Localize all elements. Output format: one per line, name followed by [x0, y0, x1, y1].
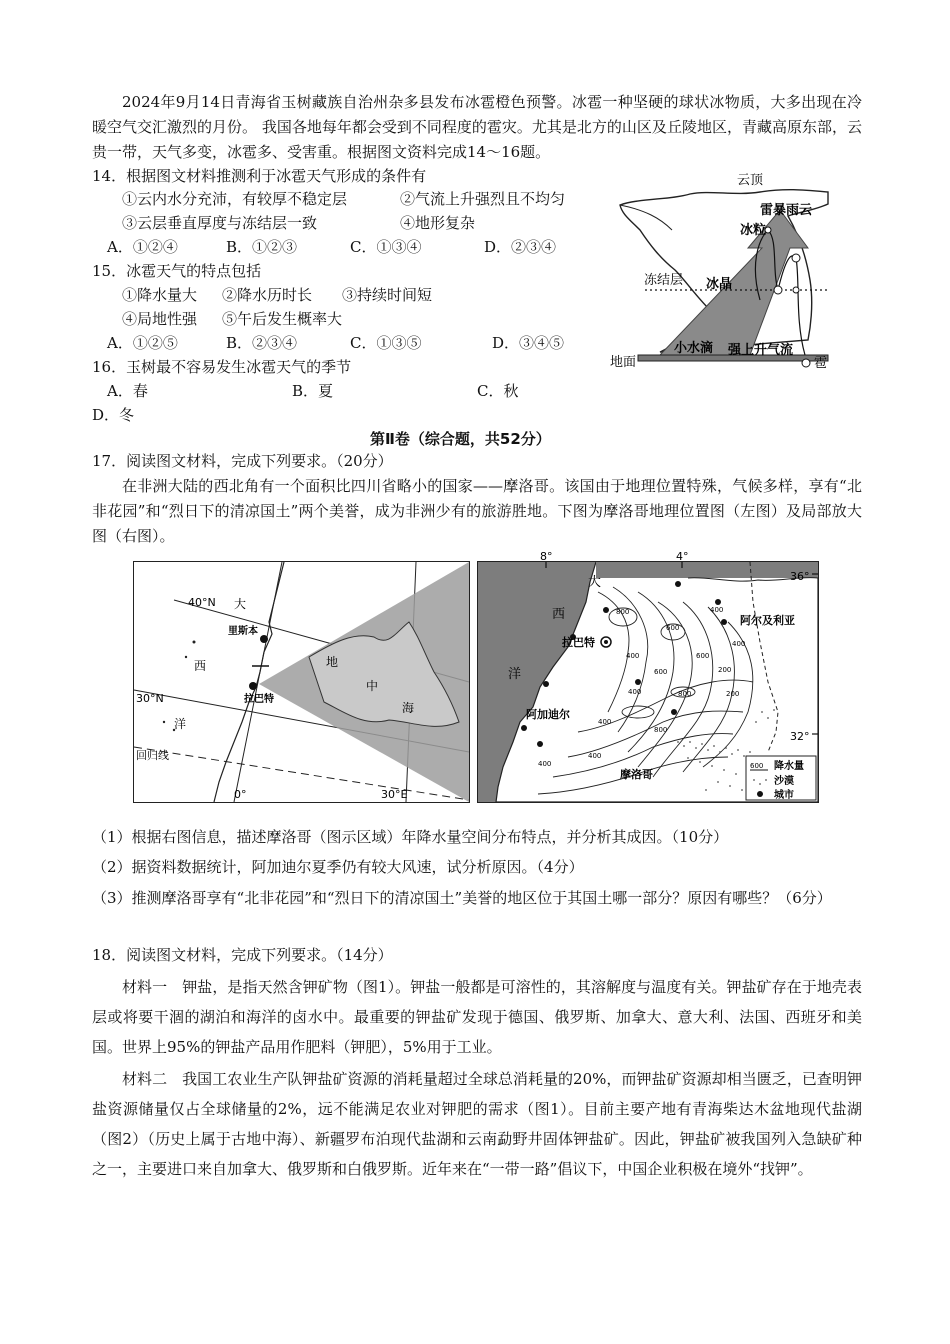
q14-stem: 14．根据图文材料推测利于冰雹天气形成的条件有	[92, 167, 427, 185]
q14-choice-a: A．①②④	[107, 238, 178, 256]
part2-title: 第Ⅱ卷（综合题，共52分）	[370, 430, 551, 448]
q14-option-4: ④地形复杂	[400, 214, 476, 232]
q15-option-5: ⑤午后发生概率大	[222, 310, 343, 328]
q16-choice-a: A．春	[107, 382, 148, 400]
svg-text:400: 400	[538, 760, 552, 768]
left-map-lisbon: 里斯本	[228, 626, 258, 637]
label-water-droplet: 小水滴	[674, 341, 714, 356]
label-storm-cloud: 雷暴雨云	[760, 203, 813, 218]
q17-sub3: （3）推测摩洛哥享有“北非花园”和“烈日下的清凉国土”美誉的地区位于其国土哪一部分？原因有哪些？（6分）	[92, 889, 832, 907]
q15-option-3: ③持续时间短	[342, 286, 433, 304]
q18-material-2: 材料二 我国工农业生产队钾盐矿资源的消耗量超过全球总消耗量的20%，而钾盐矿资源却相当匮乏，已查明钾盐资源储量仅占全球储量的2%，远不能满足农业对钾肥的需求（图1）。目前主要产地有青海柴达木盆地现代盐湖（图2）（历史上属于古地中海）、新疆罗布泊现代盐湖和云南勐野井固体钾盐矿。因此，钾盐矿被我国列入急缺矿种之一，主要进口来自加拿大、俄罗斯和白俄罗斯。近年来在“一带一路”倡议下，中国企业积极在境外“找钾”。	[92, 1070, 862, 1178]
q16-choice-d: D．冬	[92, 406, 135, 424]
right-map-ocean-2: 西	[552, 607, 566, 622]
svg-text:200: 200	[718, 666, 732, 674]
left-map-lat30: 30°N	[136, 692, 164, 705]
right-map-ocean-3: 洋	[508, 667, 522, 682]
left-map-sea-2: 中	[366, 679, 379, 693]
label-cloud-top: 云顶	[737, 173, 764, 188]
q15-option-1: ①降水量大	[122, 286, 198, 304]
left-map-tropic: 回归线	[136, 749, 169, 762]
q17-sub2: （2）据资料数据统计，阿加迪尔夏季仍有较大风速，试分析原因。（4分）	[92, 858, 584, 876]
svg-text:400: 400	[710, 606, 724, 614]
q14-choice-d: D．②③④	[484, 238, 557, 256]
svg-text:200: 200	[726, 690, 740, 698]
legend-precip: 降水量	[774, 761, 804, 772]
label-hail: 雹	[814, 356, 828, 371]
label-ground: 地面	[610, 355, 637, 370]
right-map-algeria: 阿尔及利亚	[740, 614, 795, 627]
mediterranean-strip	[596, 562, 818, 578]
right-detail-map	[477, 550, 819, 803]
svg-text:400: 400	[598, 718, 612, 726]
label-ice-crystal: 冰晶	[706, 277, 733, 292]
right-map-rabat: 拉巴特	[562, 636, 595, 649]
q18-material-1: 材料一 钾盐，是指天然含钾矿物（图1）。钾盐一般都是可溶性的，其溶解度与温度有关。钾盐矿存在于地壳表层或将要干涸的湖泊和海洋的卤水中。最重要的钾盐矿发现于德国、俄罗斯、加拿大、意大利、法国、西班牙和美国。世界上95%的钾盐产品用作肥料（钾肥），5%用于工业。	[92, 978, 862, 1056]
lisbon-city-dot	[260, 635, 268, 643]
left-map-lon0: 0°	[234, 788, 247, 801]
q17-stem: 17．阅读图文材料，完成下列要求。（20分）	[92, 452, 393, 470]
q16-choice-b: B．夏	[292, 382, 334, 400]
ice-grain-dot	[774, 286, 782, 294]
q16-choice-c: C．秋	[477, 382, 519, 400]
left-location-map	[133, 561, 470, 803]
q14-option-1: ①云内水分充沛，有较厚不稳定层	[122, 190, 348, 208]
right-map-morocco: 摩洛哥	[620, 768, 653, 781]
intro-paragraph: 2024年9月14日青海省玉树藏族自治州杂多县发布冰雹橙色预警。冰雹一种坚硬的球状冰物质，大多出现在冷暖空气交汇激烈的月份。 我国各地每年都会受到不同程度的雹灾。尤其是北方的山区及丘陵地区，青藏高原东部，云贵一带，天气多变，冰雹多、受害重。根据图文资料完成14～16题。	[92, 93, 862, 161]
right-map-agadir: 阿加迪尔	[526, 708, 570, 721]
hail-formation-diagram	[600, 170, 832, 382]
svg-text:800: 800	[678, 690, 692, 698]
rabat-city-dot	[249, 682, 257, 690]
q18-stem: 18．阅读图文材料，完成下列要求。（14分）	[92, 946, 393, 964]
left-map-ocean-3: 洋	[174, 717, 187, 731]
q14-option-3: ③云层垂直厚度与冻结层一致	[122, 214, 318, 232]
q14-choice-c: C．①③④	[350, 238, 422, 256]
left-map-ocean-2: 西	[194, 659, 207, 673]
q15-choice-a: A．①②⑤	[107, 334, 178, 352]
svg-text:800: 800	[616, 608, 630, 616]
svg-text:400: 400	[732, 640, 746, 648]
q15-option-2: ②降水历时长	[222, 286, 313, 304]
q14-choice-b: B．①②③	[226, 238, 298, 256]
q15-choice-c: C．①③⑤	[350, 334, 422, 352]
svg-text:400: 400	[628, 688, 642, 696]
left-map-rabat: 拉巴特	[244, 694, 274, 705]
q17-material: 在非洲大陆的西北角有一个面积比四川省略小的国家——摩洛哥。该国由于地理位置特殊，气候多样，享有“北非花园”和“烈日下的清凉国土”两个美誉，成为非洲少有的旅游胜地。下图为摩洛哥地理位置图（左图）及局部放大图（右图）。	[92, 477, 862, 545]
hail-stone	[802, 359, 810, 367]
q16-stem: 16．玉树最不容易发生冰雹天气的季节	[92, 358, 352, 376]
left-map-lat40: 40°N	[188, 596, 216, 609]
right-map-lon8: 8°	[540, 550, 553, 563]
svg-text:600: 600	[666, 624, 680, 632]
q15-choice-d: D．③④⑤	[492, 334, 565, 352]
left-map-ocean-1: 大	[234, 597, 247, 611]
q15-stem: 15．冰雹天气的特点包括	[92, 262, 262, 280]
legend-desert: 沙漠	[774, 776, 794, 787]
legend-city: 城市	[774, 790, 794, 801]
q15-option-4: ④局地性强	[122, 310, 198, 328]
right-map-lat36: 36°	[790, 570, 810, 583]
left-map-lon30: 30°E	[381, 788, 408, 801]
right-map-ocean-1: 大	[588, 575, 602, 590]
ice-grain-dot	[793, 287, 799, 293]
q14-option-2: ②气流上升强烈且不均匀	[400, 190, 566, 208]
label-updraft: 强上升气流	[728, 343, 794, 358]
q15-choice-b: B．②③④	[226, 334, 298, 352]
q17-sub1: （1）根据右图信息，描述摩洛哥（图示区域）年降水量空间分布特点，并分析其成因。（10分）	[92, 828, 729, 846]
svg-text:800: 800	[654, 726, 668, 734]
svg-text:400: 400	[588, 752, 602, 760]
left-map-sea-1: 地	[326, 655, 339, 669]
left-map-sea-3: 海	[402, 701, 415, 715]
label-ice-grain: 冰粒	[740, 223, 767, 238]
svg-text:600: 600	[654, 668, 668, 676]
right-map-lat32: 32°	[790, 730, 810, 743]
svg-text:400: 400	[626, 652, 640, 660]
ice-grain-dot	[792, 254, 800, 262]
svg-text:600: 600	[696, 652, 710, 660]
right-map-lon4: 4°	[676, 550, 689, 563]
label-freezing-layer: 冻结层	[644, 273, 684, 288]
legend-iso-value: 600	[750, 762, 764, 770]
